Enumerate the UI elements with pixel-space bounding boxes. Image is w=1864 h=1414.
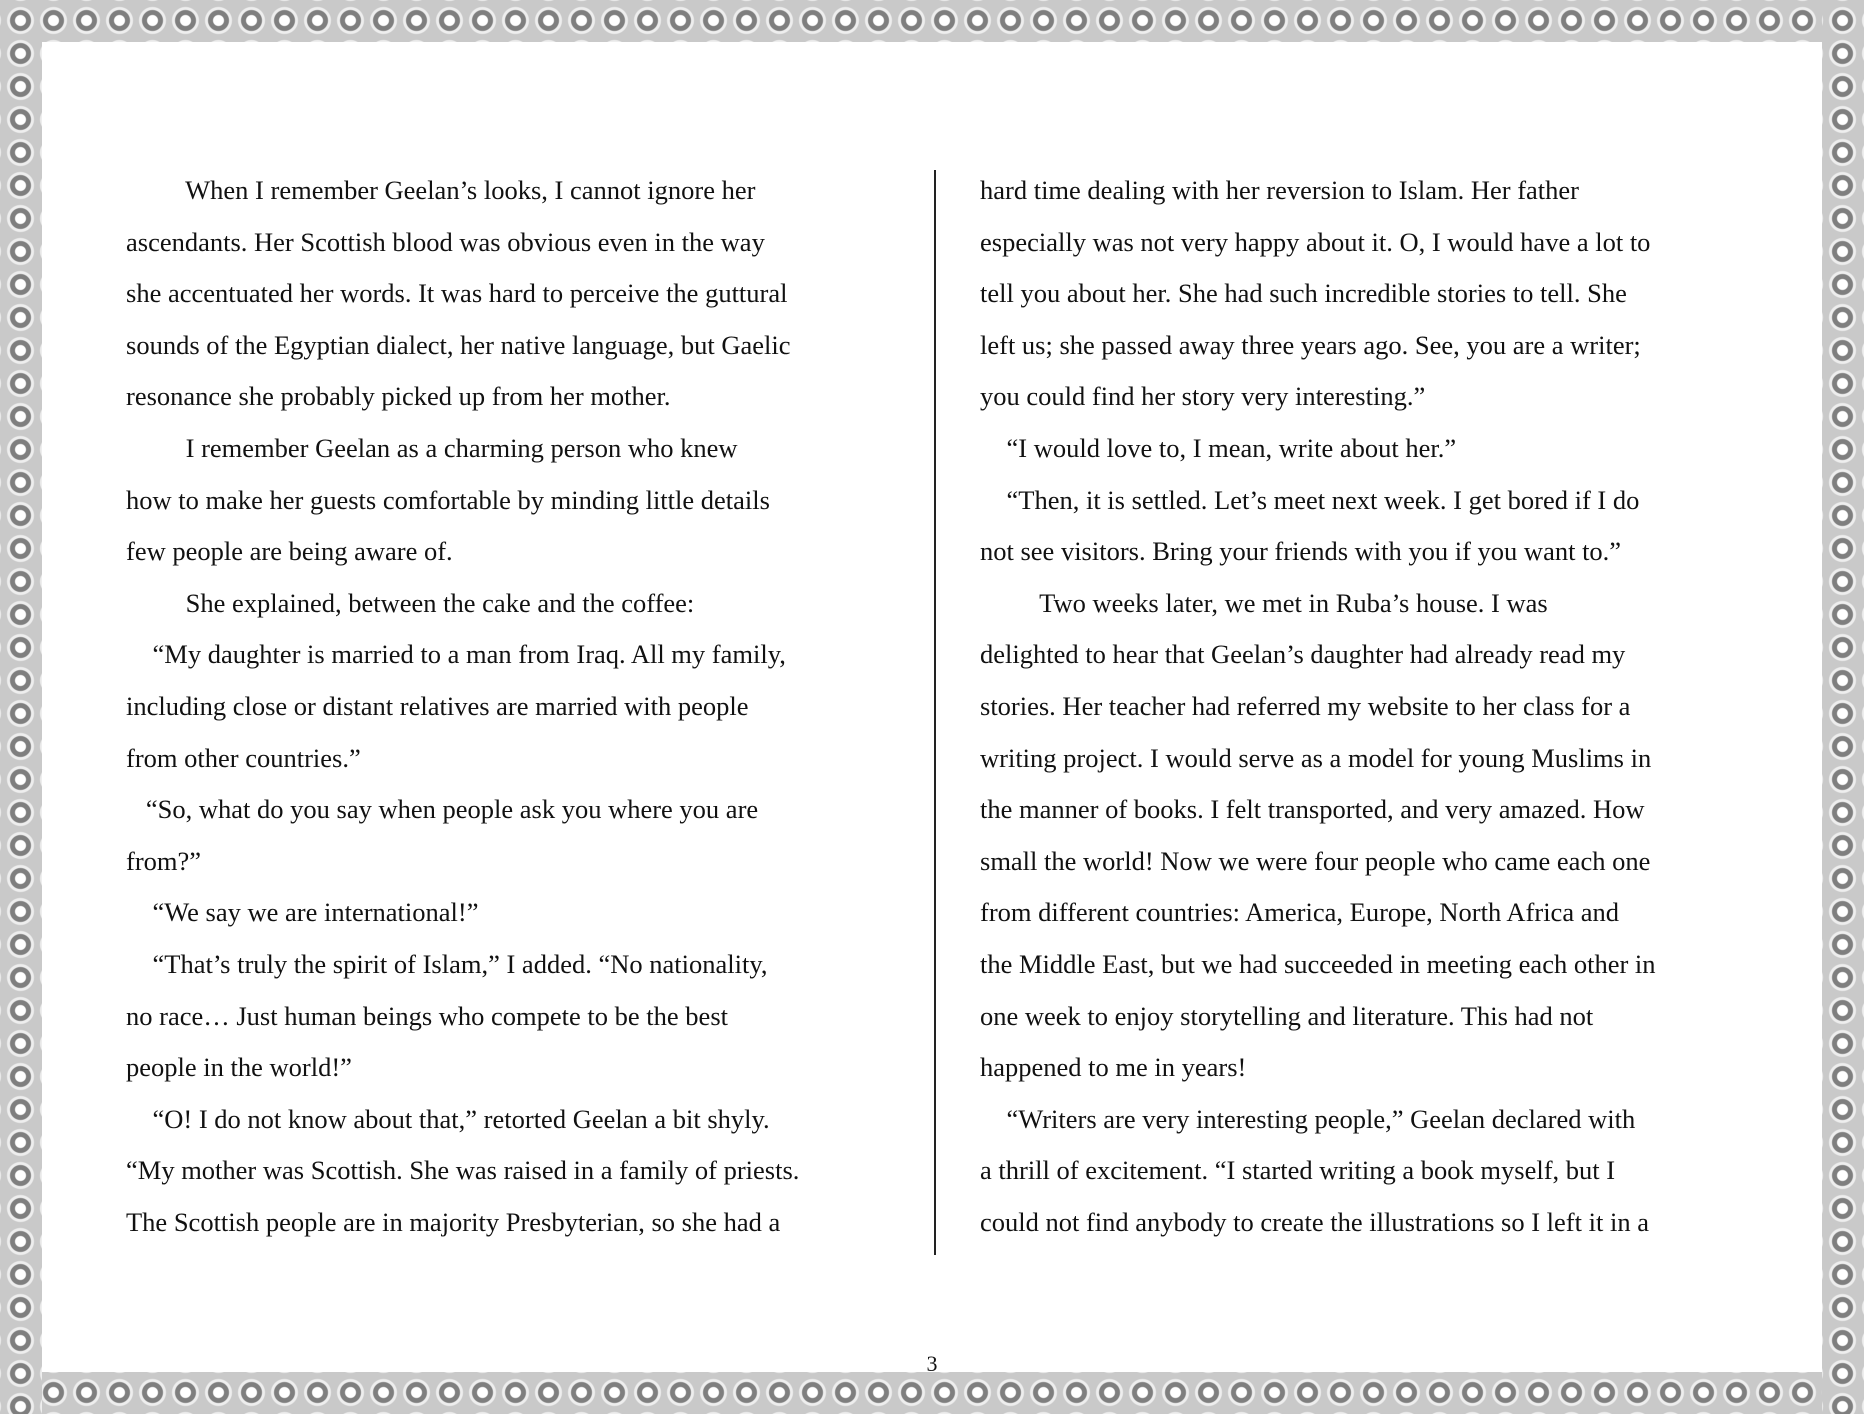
text-line: I remember Geelan as a charming person who knew [126, 432, 738, 463]
text-line: happened to me in years! [980, 1052, 1247, 1083]
text-line: delighted to hear that Geelan’s daughter had already read my [980, 639, 1626, 670]
ornamental-border-bottom [0, 1372, 1864, 1414]
text-line: small the world! Now we were four people who came each one [980, 845, 1651, 876]
text-line: from different countries: America, Europe, North Africa and [980, 897, 1619, 928]
text-line: a thrill of excitement. “I started writing a book myself, but I [980, 1155, 1616, 1186]
text-line: “O! I do not know about that,” retorted Geelan a bit shyly. [126, 1103, 770, 1134]
text-line: one week to enjoy storytelling and literature. This had not [980, 1000, 1594, 1031]
text-line: “I would love to, I mean, write about her.” [980, 432, 1457, 463]
column-divider [934, 170, 936, 1255]
text-line: the Middle East, but we had succeeded in meeting each other in [980, 948, 1656, 979]
left-text-column [126, 165, 896, 1248]
text-line: “My mother was Scottish. She was raised in a family of priests. [126, 1155, 800, 1186]
text-line: stories. Her teacher had referred my website to her class for a [980, 690, 1631, 721]
text-line: you could find her story very interesting.” [980, 381, 1426, 412]
text-line: The Scottish people are in majority Presbyterian, so she had a [126, 1206, 781, 1237]
text-line: tell you about her. She had such incredible stories to tell. She [980, 278, 1627, 309]
text-line: “That’s truly the spirit of Islam,” I added. “No nationality, [126, 948, 768, 979]
text-line: from other countries.” [126, 742, 361, 773]
right-text-column [980, 165, 1750, 1248]
text-line: people in the world!” [126, 1052, 352, 1083]
ornamental-border-right [1822, 0, 1864, 1414]
text-line: hard time dealing with her reversion to Islam. Her father [980, 175, 1579, 205]
text-line: “We say we are international!” [126, 897, 479, 928]
text-line: sounds of the Egyptian dialect, her native language, but Gaelic [126, 329, 791, 360]
text-line: how to make her guests comfortable by minding little details [126, 484, 770, 515]
text-line: left us; she passed away three years ago. See, you are a writer; [980, 329, 1641, 360]
text-line: Two weeks later, we met in Ruba’s house. I was [980, 587, 1548, 618]
text-line: no race… Just human beings who compete to be the best [126, 1000, 728, 1031]
page-number: 3 [926, 1351, 938, 1376]
text-line: She explained, between the cake and the coffee: [126, 587, 695, 618]
text-line: When I remember Geelan’s looks, I cannot ignore her [126, 175, 756, 205]
ornamental-border-left [0, 0, 42, 1414]
text-line: especially was not very happy about it. O, I would have a lot to [980, 226, 1651, 257]
text-line: “My daughter is married to a man from Iraq. All my family, [126, 639, 786, 670]
text-line: from?” [126, 845, 202, 876]
text-line: “So, what do you say when people ask you where you are [126, 794, 759, 825]
text-line: could not find anybody to create the illustrations so I left it in a [980, 1206, 1649, 1237]
text-line: “Then, it is settled. Let’s meet next week. I get bored if I do [980, 484, 1640, 515]
text-line: few people are being aware of. [126, 536, 453, 567]
ornamental-border-top [0, 0, 1864, 42]
text-line: including close or distant relatives are married with people [126, 690, 749, 721]
text-line: she accentuated her words. It was hard to perceive the guttural [126, 278, 788, 309]
text-line: not see visitors. Bring your friends with you if you want to.” [980, 536, 1622, 567]
text-line: the manner of books. I felt transported, and very amazed. How [980, 794, 1645, 825]
text-line: “Writers are very interesting people,” Geelan declared with [980, 1103, 1636, 1134]
text-line: ascendants. Her Scottish blood was obvious even in the way [126, 226, 765, 257]
text-line: writing project. I would serve as a model for young Muslims in [980, 742, 1652, 773]
text-line: resonance she probably picked up from her mother. [126, 381, 671, 412]
